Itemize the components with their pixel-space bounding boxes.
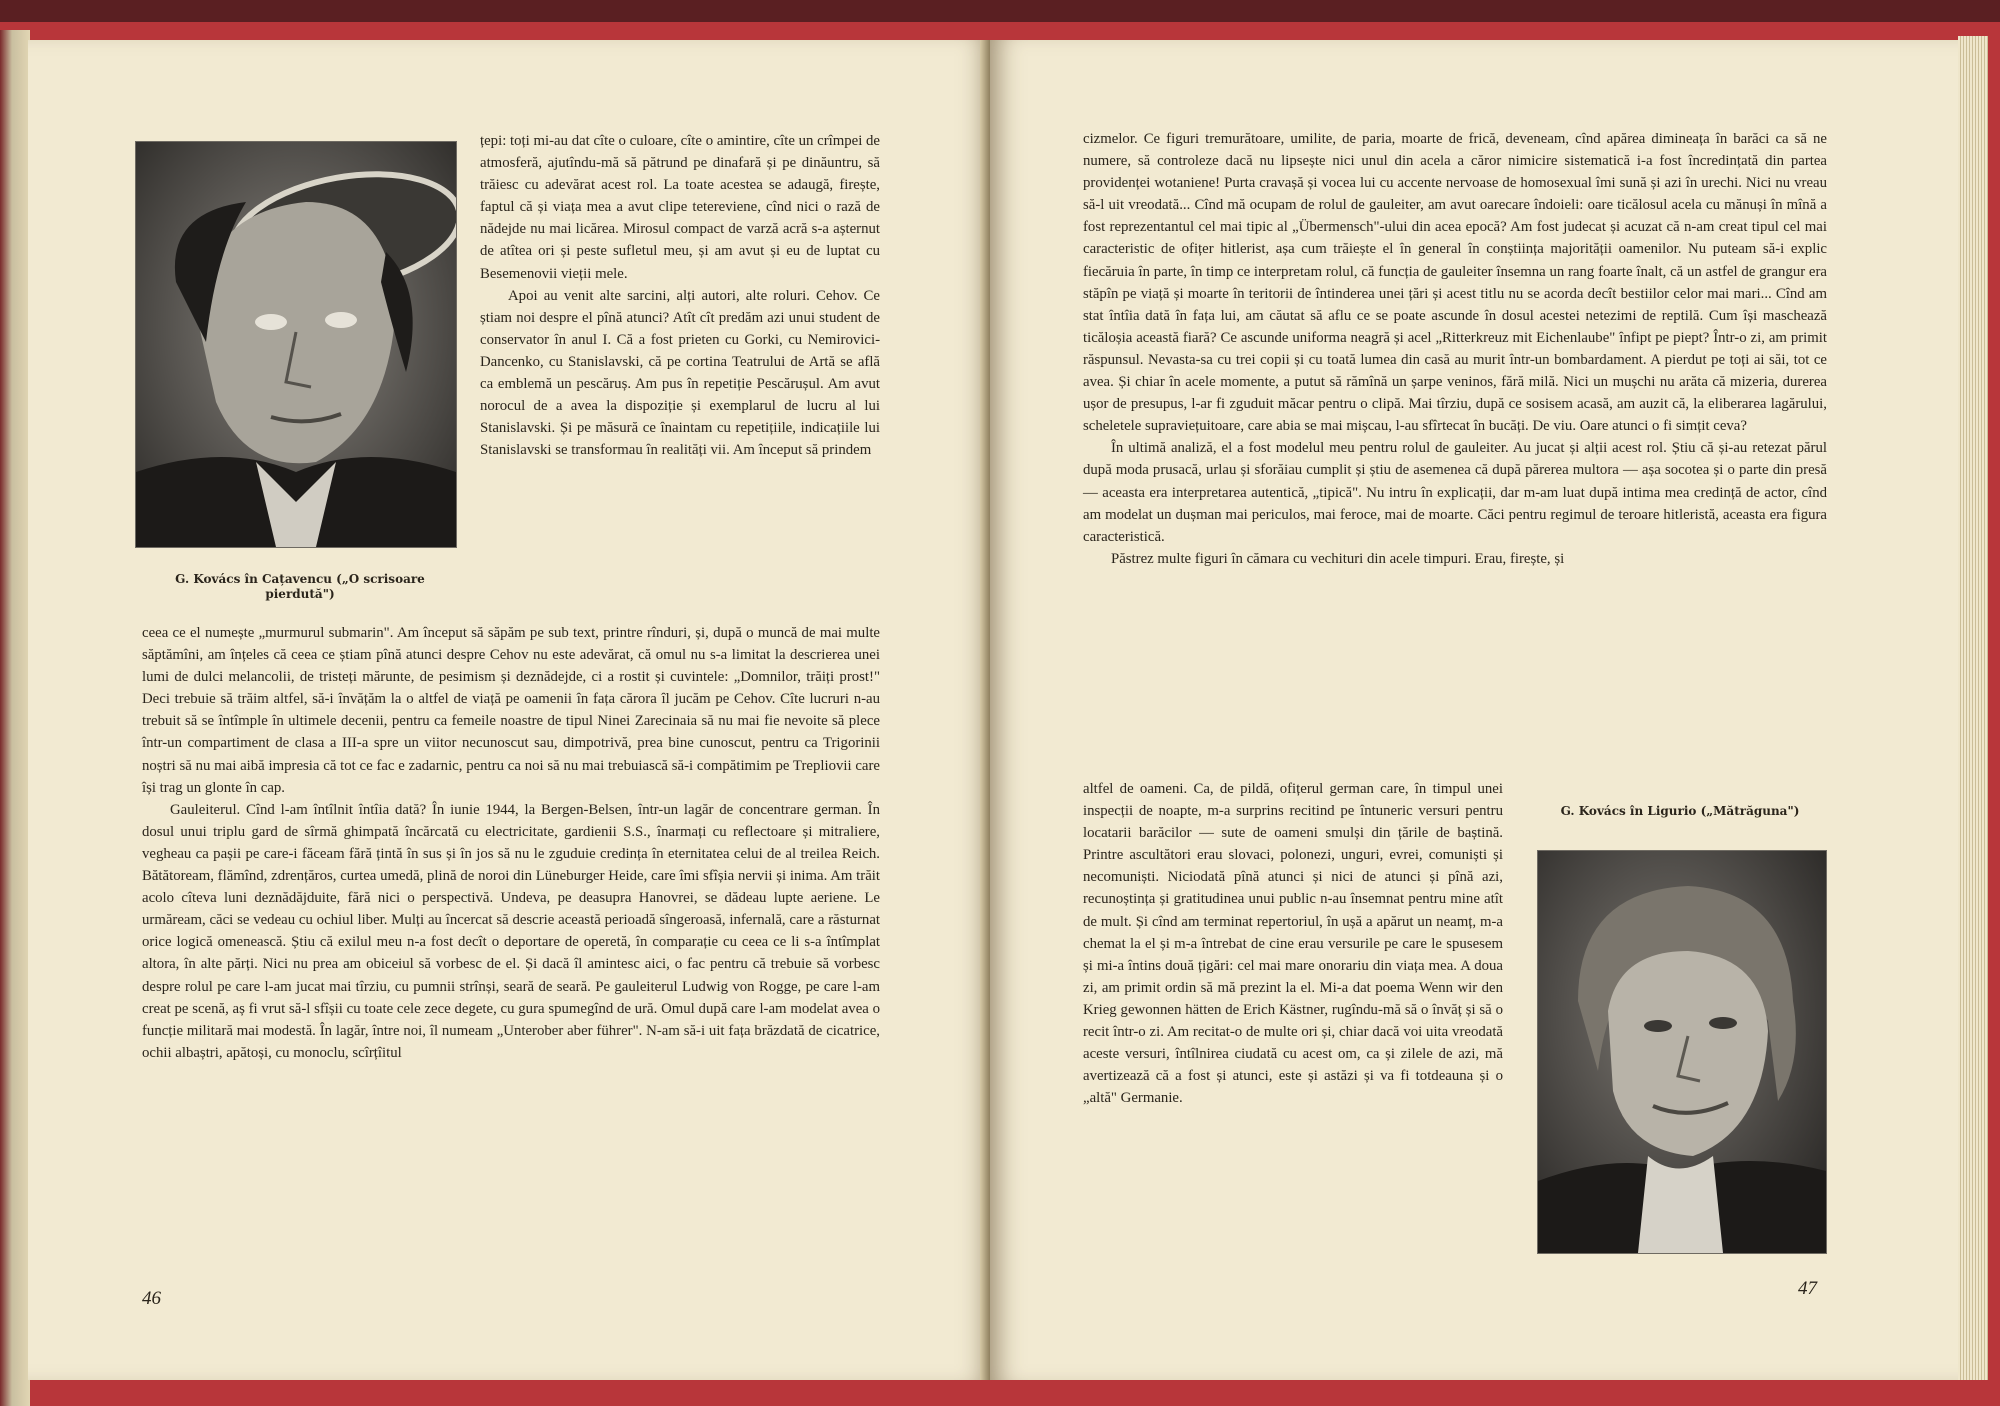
paragraph: altfel de oameni. Ca, de pildă, ofițerul german care, în timpul unei inspecții de noapte, m-a surprins recitind pe întuneric versuri pentru locatarii barăcilor — sute de oameni smulși din țările de baștină. Printre ascultători erau slovaci, polonezi, unguri, evrei, comuniști și necomuniști. Niciodată pînă atunci și nici de atunci și pînă azi, recunoștința și gratitudinea unui public n-au însemnat pentru mine atît de mult. Și cînd am terminat repertoriul, în ușă a apărut un neamț, m-a chemat la el și m-a întrebat de cine erau versurile pe care le spusesem și mi-a întins două țigări: cel mai mare onorariu din viața mea. A doua zi, am primit ordin să mă prezint la el. Mi-a dat poema Wenn wir den Krieg gewonnen hätten de Erich Kästner, rugîndu-mă să o învăț și să o recit într-o zi. Am recitat-o de multe ori și, chiar dacă voi uita vreodată aceste versuri, întîlnirea ciudată cu acest om, ca și zilele de azi, mă avertizează că a fost și atunci, este și astăzi și va fi totdeauna și o „altă" Germanie. xyxy=(1083,781,1503,1107)
photo-kovacs-ligurio xyxy=(1537,850,1827,1254)
paragraph: Păstrez multe figuri în cămara cu vechituri din acele timpuri. Erau, firește, și xyxy=(1111,550,1565,567)
portrait-image xyxy=(136,142,456,547)
cover-spine-edge xyxy=(0,30,30,1406)
photo-kovacs-catavencu xyxy=(135,141,457,548)
paragraph: Gauleiterul. Cînd l-am întîlnit întîia dată? În iunie 1944, la Bergen-Belsen, într-un lagăr de concentrare german. În dosul unui triplu gard de sîrmă ghimpată încărcată cu electricitate, gardienii S.S., înarmați cu reflectoare și mitraliere, vegheau ca pașii pe care-i făceam fără țintă în sus și în jos să nu le zguduie credința în eternitatea celui de al treilea Reich. Bătătoream, flămînd, zdrențăros, curtea umedă, plină de noroi din Lüneburger Heide, care îmi sfîșia nervii și inima. Am trăit acolo cîteva luni deznădăjduite, fără nici o perspectivă. Undeva, pe deasupra Hanovrei, se dădeau lupte aeriene. Le urmăream, căci se vedeau cu ochiul liber. Mulți au încercat să descrie această perioadă sîngeroasă, infernală, care a răsturnat orice logică omenească. Știu că exilul meu n-a fost decît o deportare de operetă, în comparație cu ceea ce li s-a întîmplat altora, în alte părți. Nici nu prea am obiceiul să vorbesc de el. Și dacă îl amintesc aici, o fac pentru că trebuie să vorbesc despre rolul pe care l-am jucat mai tîrziu, cu pumnii strînși, seară de seară. Pe gauleiterul Ludwig von Rogge, pe care l-am creat pe scenă, aș fi vrut să-l sfîșii cu toate cele zece degete, cu gura spumegînd de ură. Omul după care l-am modelat avea o funcție militară mai modestă. În lagăr, între noi, îl numeam „Unterober aber führer". N-am să-i uit fața brăzdată de cicatrice, ochii albaștri, apătoși, cu monoclu, scîrțîitul xyxy=(142,801,880,1061)
paragraph: cizmelor. Ce figuri tremurătoare, umilite, de paria, moarte de frică, deveneam, cînd apărea dimineața în barăci ca să ne numere, să controleze dacă nu lipsește nici unul din acela a căror nimicire sistematică i-a fost încredințată din partea providenței wotaniene! Purta cravașă și vocea lui cu accente nervoase de homosexual îmi sună și azi în urechi. Nici nu vreau să-l uit vreodată... Cînd mă ocupam de rolul de gauleiter, am avut oarecare îndoieli: oare ticălosul acela cu mănuși în mînă a fost reprezentantul cel mai tipic al „Übermensch"-ului din acea epocă? Am fost judecat și acuzat că n-am creat tipul cel mai caracteristic de ofițer hitlerist, așa cum trăiește el în general în conștiința majorității oamenilor. Nu puteam să-i explic fiecăruia în parte, în timp ce interpretam rolul, că funcția de gauleiter însemna un rang foarte înalt, că un astfel de grangur era stăpîn pe viață și moarte în teritorii de întinderea unei țări și acest titlu nu se acorda decît bestiilor celor mai mari... Cînd am stat întîia dată în fața lui, am căutat să aflu ce se poate ascunde în dosul acestei netezimi de reptilă. Cum își maschează ticăloșia această fiară? Ce ascunde uniforma neagră și acel „Ritterkreuz mit Eichenlaube" înfipt pe piept? Într-o zi, am primit răspunsul. Nevasta-sa cu trei copii și cu toată lumea din casă au murit într-un bombardament. A pierdut pe toți ai săi, tot ce avea. Și chiar în acele momente, a putut să rămînă un șarpe veninos, fără milă. Nici un mușchi nu arăta că mizeria, durerea ușor de presupus, l-ar fi zguduit măcar pentru o clipă. Mai tîrziu, după ce sosisem acasă, am auzit că, la eliberarea lagărului, scheletele supraviețuitoare, care abia se mai mișcau, l-au sfîrtecat în bucăți. De viu. Oare atunci o fi simțit ceva? xyxy=(1083,131,1827,435)
paragraph: În ultimă analiză, el a fost modelul meu pentru rolul de gauleiter. Au jucat și alții acest rol. Știu că și-au retezat părul după moda prusacă, urlau și sforăiau cumplit și știu de asemenea că după părerea multora — așa socotea și o parte din presă — aceasta era interpretarea autentică, „tipică". Nu intru în explicații, dar m-am luat după intima mea credință de actor, cînd am modelat un dușman mai periculos, mai feroce, mai de moarte. Căci pentru regimul de teroare hitleristă, aceasta era figura caracteristică. xyxy=(1083,440,1827,545)
paragraph: Apoi au venit alte sarcini, alți autori, alte roluri. Cehov. Ce știam noi despre el pînă atunci? Atît cît predăm azi unui student de conservator în anul I. Că a fost prieten cu Gorki, cu Nemirovici-Dancenko, cu Stanislavski, că pe cortina Teatrului de Artă se află ca emblemă un pescăruș. Am pus în repetiție Pescărușul. Am avut norocul de a avea la dispoziție și exemplarul de lucru al lui Stanislavski. Și pe măsură ce înaintam cu repetițiile, indicațiile lui Stanislavski se transformau în realități vii. Am început să prindem xyxy=(480,287,880,459)
left-column-text xyxy=(480,130,880,461)
right-column-text xyxy=(1083,778,1503,1109)
page-number-left: 46 xyxy=(142,1288,161,1309)
page-number-right: 47 xyxy=(1798,1278,1817,1299)
page-edges xyxy=(1958,36,1988,1380)
photo-caption-left: G. Kovács în Cațavencu („O scrisoare pierdută") xyxy=(175,572,425,601)
portrait-image xyxy=(1538,851,1826,1253)
paragraph: țepi: toți mi-au dat cîte o culoare, cîte o amintire, cîte un crîmpei de atmosferă, ajutîndu-mă să pătrund pe dinafară și pe dinăuntru, să trăiesc cu adevărat acest rol. La toate acestea se adaugă, firește, faptul că și viața mea a avut clipe tetereviene, cînd nici o rază de nădejde nu mai licărea. Mirosul compact de varză acră s-a așternut de atîtea ori și peste sufletul meu, și am avut și eu de luptat cu Besemenovii vieții mele. xyxy=(480,133,880,282)
photo-caption-right: G. Kovács în Ligurio („Mătrăguna") xyxy=(1560,804,1800,818)
paragraph: ceea ce el numește „murmurul submarin". Am început să săpăm pe sub text, printre rînduri, și, după o muncă de mai multe săptămîni, am înțeles că ceea ce știam pînă atunci despre Cehov nu este adevărat, că omul nu s-a limitat la descrierea unei lumi de dulci melancolii, de tristeți mărunte, de pesimism și deznădejde, ci a rostit și cuvintele: „Domnilor, trăiți prost!" Deci trebuie să trăim altfel, să-i învățăm la o altfel de viață pe oamenii în fața cărora îl jucăm pe Cehov. Cîte lucruri n-au trebuit să se întîmple în ultimele decenii, pentru ca femeile noastre de tipul Ninei Zarecinaia să nu mai fie nevoite să plece într-un compartiment de clasa a III-a spre un viitor necunoscut sau, dimpotrivă, prea bine cunoscut, pentru ca Trigorinii noștri să nu mai aibă impresia că tot ce fac e zadarnic, pentru ca noi să nu mai trebuiască să-i compătimim pe Trepliovii care își trag un glonte în cap. xyxy=(142,625,880,796)
right-full-width-text xyxy=(1083,128,1827,570)
left-full-width-text xyxy=(142,622,880,1064)
